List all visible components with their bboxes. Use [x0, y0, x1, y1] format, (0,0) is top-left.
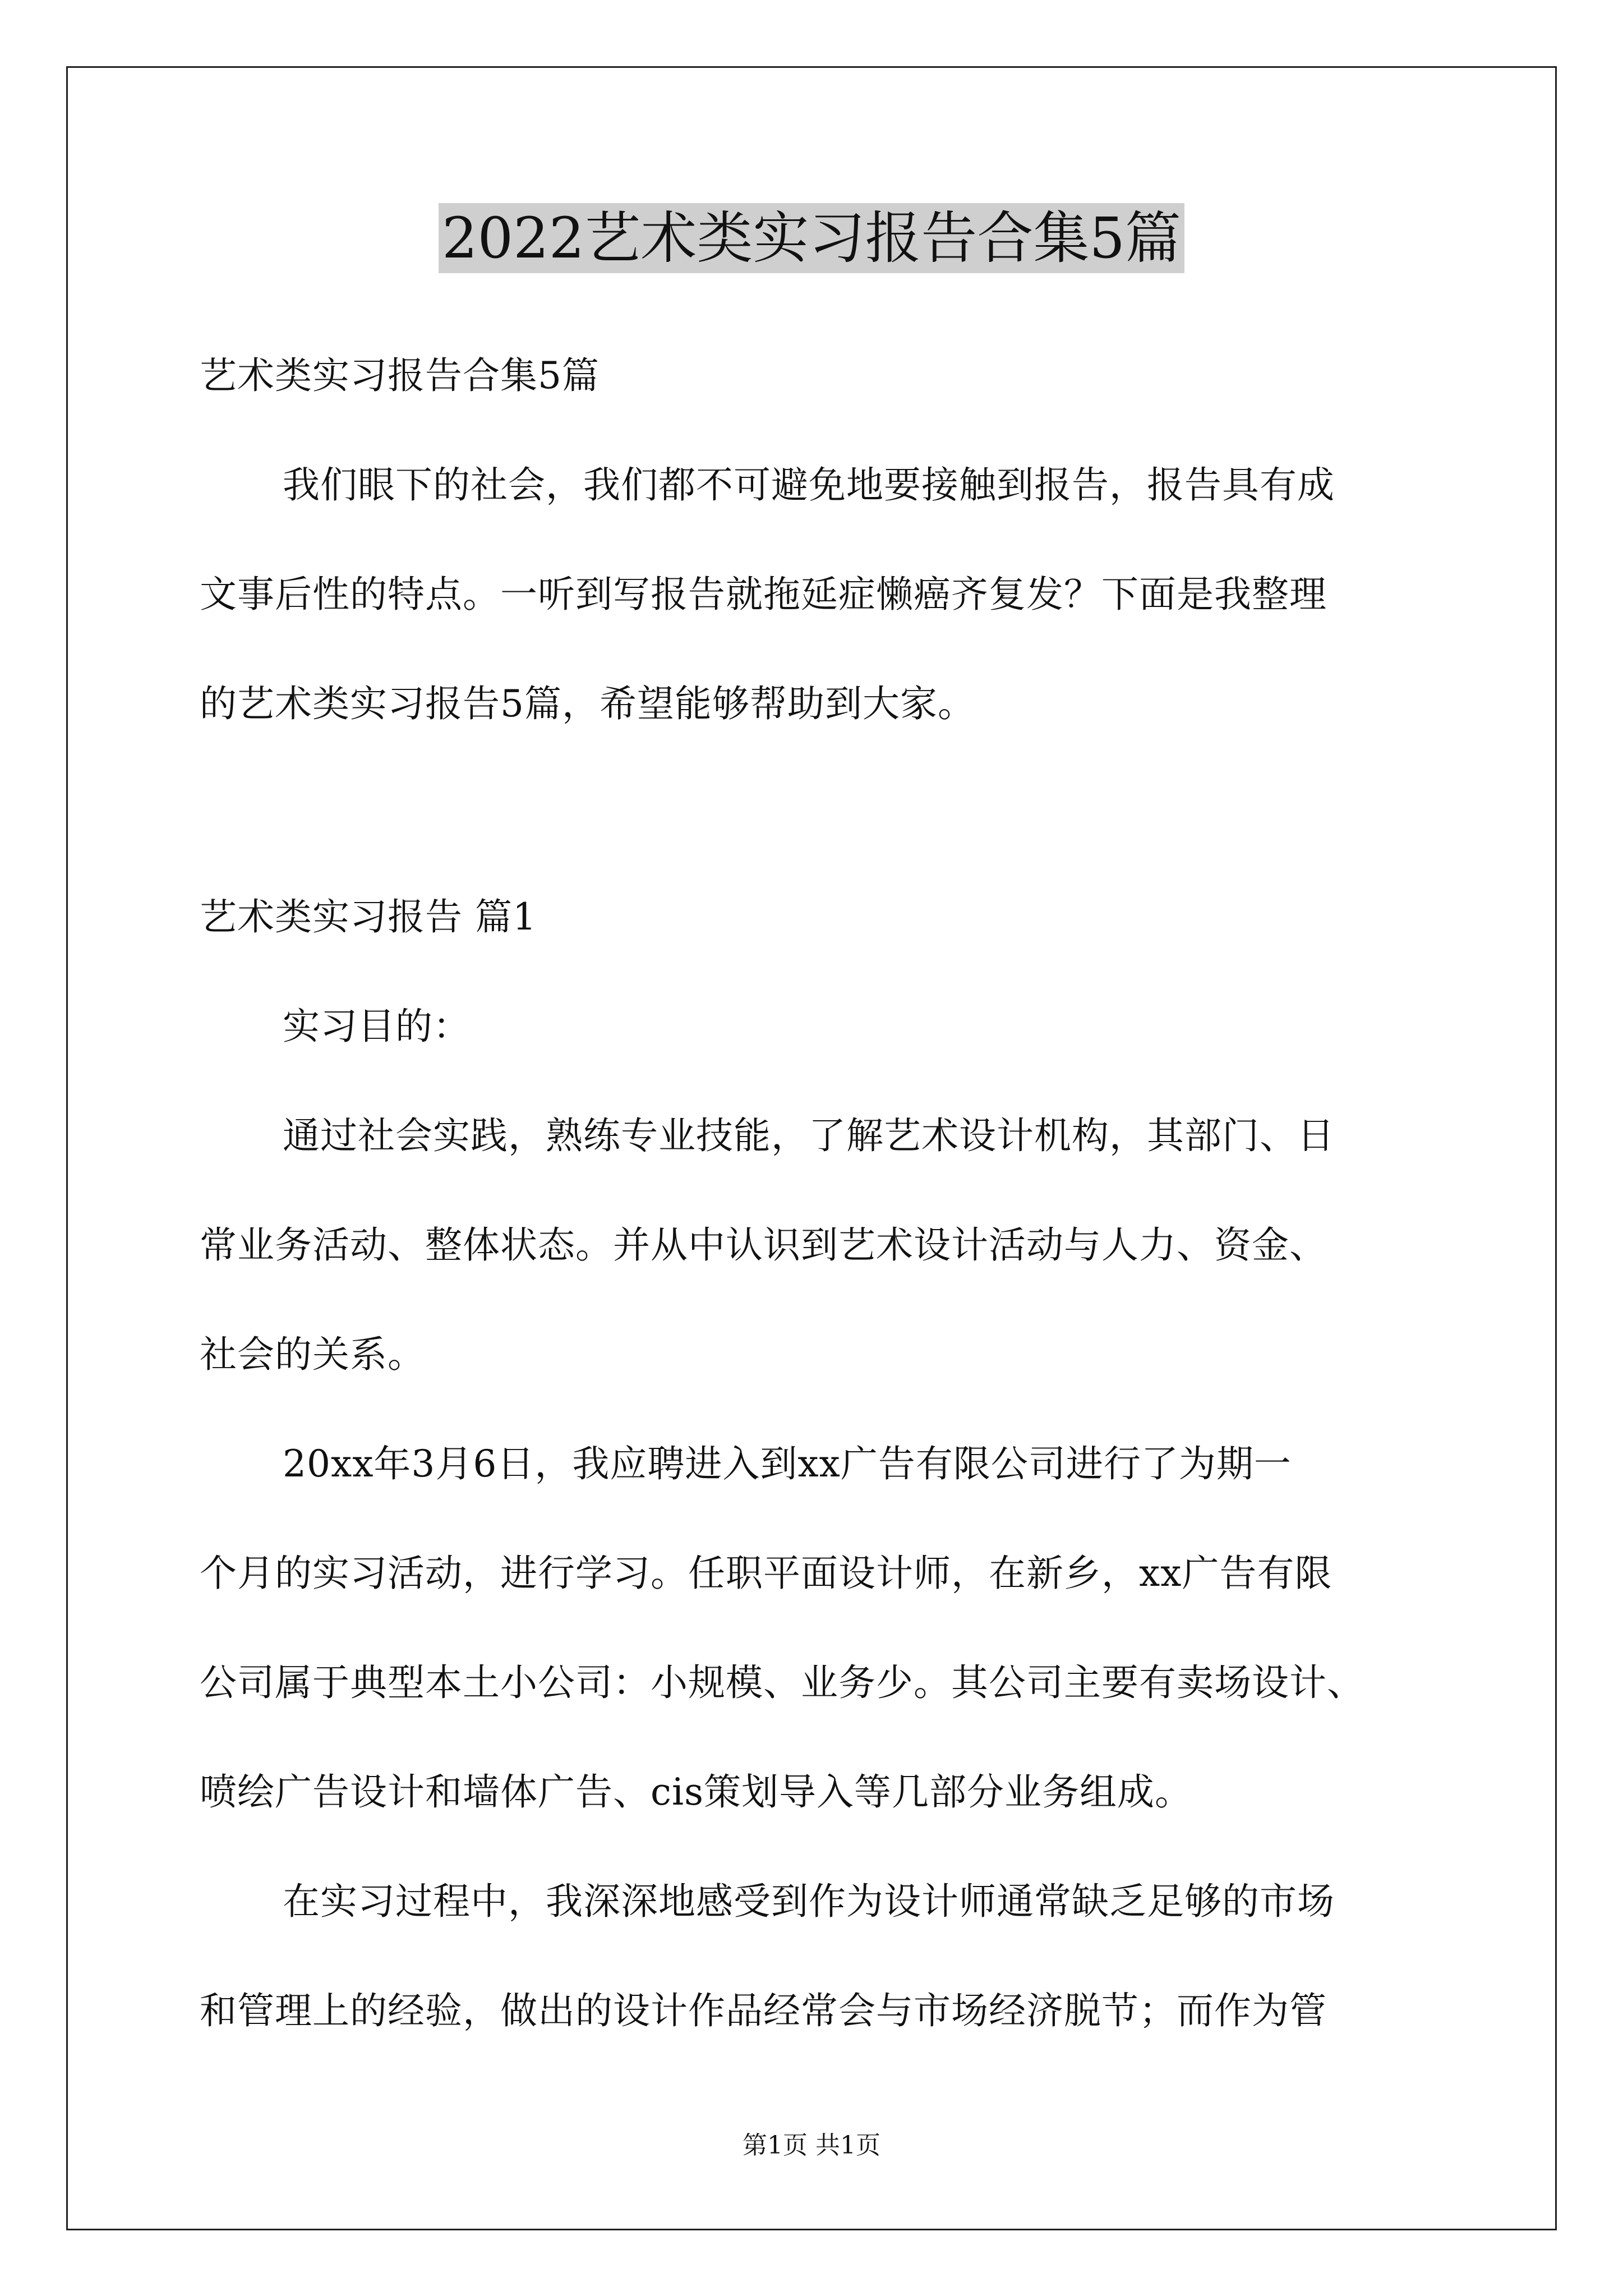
paragraph-line: 文事后性的特点。一听到写报告就拖延症懒癌齐复发？下面是我整理	[200, 573, 1327, 616]
paragraph-line: 的艺术类实习报告5篇，希望能够帮助到大家。	[200, 682, 975, 725]
page-footer: 第1页 共1页	[743, 2131, 880, 2160]
paragraph-line: 通过社会实践，熟练专业技能，了解艺术设计机构，其部门、日	[283, 1114, 1335, 1157]
paragraph-line: 社会的关系。	[200, 1333, 425, 1376]
paragraph-line: 喷绘广告设计和墙体广告、cis策划导入等几部分业务组成。	[200, 1770, 1192, 1814]
subtitle-line: 艺术类实习报告合集5篇	[200, 354, 600, 397]
paragraph-line: 我们眼下的社会，我们都不可避免地要接触到报告，报告具有成	[283, 463, 1335, 507]
paragraph-line: 公司属于典型本土小公司：小规模、业务少。其公司主要有卖场设计、	[200, 1661, 1364, 1704]
section-heading: 艺术类实习报告 篇1	[200, 895, 537, 938]
paragraph-line: 20xx年3月6日，我应聘进入到xx广告有限公司进行了为期一	[283, 1442, 1292, 1485]
document-title-text: 2022艺术类实习报告合集5篇	[439, 203, 1184, 273]
document-title	[0, 196, 1623, 280]
paragraph-line: 实习目的：	[283, 1005, 471, 1048]
paragraph-line: 个月的实习活动，进行学习。任职平面设计师，在新乡，xx广告有限	[200, 1552, 1332, 1595]
paragraph-line: 和管理上的经验，做出的设计作品经常会与市场经济脱节；而作为管	[200, 1989, 1327, 2032]
paragraph-line: 在实习过程中，我深深地感受到作为设计师通常缺乏足够的市场	[283, 1880, 1335, 1923]
paragraph-line: 常业务活动、整体状态。并从中认识到艺术设计活动与人力、资金、	[200, 1223, 1327, 1267]
